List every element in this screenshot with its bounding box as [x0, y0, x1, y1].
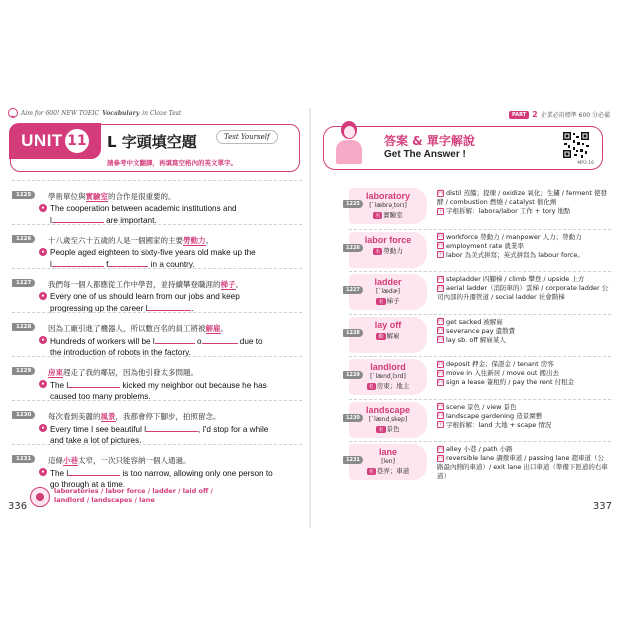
answer-heading	[323, 126, 603, 170]
exercise-english: ● The cooperation between academic institutions and l are important.	[12, 203, 302, 226]
vocab-definition: 同 aerial ladder（消防車的）雲梯 / corporate ladder 公司內部的升遷管道 / social ladder 社會階梯	[437, 284, 609, 301]
vocab-definition: 同 move in 入住新居 / move out 搬出去	[438, 369, 559, 377]
entry-number: 1226	[343, 244, 363, 252]
vocab-ipa: [ˋlænd͵skep]	[368, 415, 408, 423]
running-header-bold: Vocabulary	[102, 109, 140, 117]
answer-key	[30, 487, 244, 507]
book-gutter	[309, 108, 311, 528]
vocab-ipa: [len]	[381, 458, 395, 465]
vocab-definition: 同 stepladder 四腳梯 / climb 攀登 / upside 上方	[438, 275, 585, 283]
qr-label: MP3 16	[577, 161, 594, 166]
exercise-english: ● Every one of us should learn from our jobs and keep progressing up the career l .	[12, 291, 302, 314]
vocab-word: labor force	[364, 234, 412, 245]
exercise-number: 1227	[12, 279, 35, 287]
english-icon: ●	[39, 248, 47, 256]
unit-title: L 字頭填空題	[107, 133, 197, 151]
vocab-word: landlord	[370, 362, 406, 372]
running-header-left	[8, 108, 181, 118]
exercise-item	[10, 268, 302, 312]
definition-tag: 同	[438, 360, 444, 367]
vocab-entry	[346, 271, 611, 314]
unit-label: UNIT	[21, 131, 63, 150]
vocab-definition: 同 landscape gardening 造景園藝	[438, 411, 543, 420]
exercise-item	[10, 224, 302, 268]
vocab-definition: 同 reversible lane 調撥車道 / passing lane 超車道（公路最內側的車道）/ exit lane 出口車道（準備下匝道的右車道）	[437, 454, 608, 480]
vocab-word: lay off	[374, 319, 402, 330]
definition-tag: 同	[438, 318, 444, 324]
smiley-icon	[8, 108, 18, 118]
vocab-word: landscape	[365, 404, 411, 415]
definition-tag: 同	[438, 454, 444, 461]
definition-tag: 同	[438, 403, 444, 409]
entry-number: 1230	[343, 414, 363, 422]
vocab-definition: 字 字根拆解：land 大地 + scape 情況	[438, 420, 552, 429]
vocab-definition: 同 lay sb. off 解雇某人	[438, 335, 506, 344]
exercise-item	[10, 444, 302, 488]
vocab-ipa: [ˋlænd͵lɔrd]	[370, 373, 406, 380]
vocab-definition: 同 alley 小巷 / path 小路	[438, 445, 513, 453]
definition-tag: 同	[438, 233, 444, 239]
definition-tag: 同	[438, 327, 444, 333]
exercise-english: ● The l is too narrow, allowing only one person to go through at a time.	[12, 467, 302, 490]
vocab-word: lane	[378, 447, 397, 457]
vocab-ipa: [ˋlædɚ]	[376, 288, 400, 295]
definition-tag: 同	[438, 336, 444, 342]
exercise-chinese: 每次看到美麗的風景，我都會停下腳步，拍照留念。	[48, 412, 221, 421]
english-icon: ●	[39, 380, 47, 388]
exercise-english: ● Hundreds of workers will be l o due to the introduction of robots in the factory.	[12, 335, 302, 358]
answer-blank[interactable]	[52, 214, 104, 223]
vocab-definitions	[437, 403, 609, 430]
pos-tag: 名	[378, 299, 384, 305]
vocab-definition: 同 sign a lease 簽租約 / pay the rent 付租金	[438, 378, 575, 386]
exercise-chinese: 十八歲至六十五歲的人是一個國家的主要勞動力。	[48, 236, 213, 245]
definition-tag: 同	[438, 284, 444, 291]
answer-blank[interactable]	[108, 258, 148, 267]
vocab-meaning: 動 解雇	[378, 331, 400, 340]
vocab-entry	[346, 229, 611, 272]
pos-tag: 名	[375, 248, 381, 255]
running-header-suffix: in Cloze Test	[142, 109, 182, 117]
pos-tag: 名	[378, 426, 384, 433]
answer-blank[interactable]	[68, 379, 120, 388]
unit-banner	[10, 124, 300, 172]
definition-tag: 同	[438, 378, 444, 385]
vocab-definition: 字 labor 為美式拼寫；英式拼寫為 labour force。	[438, 250, 584, 259]
pos-tag: 名	[368, 384, 374, 390]
exercise-number: 1231	[12, 455, 35, 463]
definition-tag: 同	[438, 412, 444, 418]
exercise-number: 1226	[12, 235, 35, 243]
vocab-definition: 同 employment rate 就業率	[438, 241, 524, 250]
definition-tag: 同	[438, 242, 444, 248]
exercise-chinese: 房東趕走了我的鄰居，因為他引發太多問題。	[48, 368, 198, 377]
page-number-right: 337	[592, 501, 612, 512]
entry-number: 1228	[343, 329, 363, 337]
entry-number: 1227	[343, 286, 363, 294]
vocab-definition: 同 get sacked 被解雇	[438, 317, 503, 326]
exercise-item	[10, 356, 302, 400]
definition-tag: 同	[438, 189, 444, 196]
exercise-item	[10, 180, 302, 224]
answer-blank[interactable]	[155, 335, 195, 344]
vocab-definitions	[437, 318, 609, 345]
entry-number: 1225	[343, 200, 363, 208]
definition-tag: 字	[438, 207, 444, 214]
exercise-chinese: 我們每一個人都應從工作中學習，並持續攀登職涯的梯子。	[48, 280, 243, 289]
test-yourself-badge: Test Yourself	[216, 130, 278, 144]
vocab-definitions	[437, 233, 609, 260]
teacher-illustration-icon	[332, 119, 366, 167]
vocab-word: laboratory	[365, 191, 410, 201]
exercise-chinese: 學術單位與實驗室的合作是很重要的。	[48, 192, 176, 201]
vocab-meaning: 名 實驗室	[375, 211, 403, 219]
english-icon: ●	[39, 468, 47, 476]
english-icon: ●	[39, 336, 47, 344]
vocab-entry	[346, 186, 611, 229]
right-page	[313, 108, 612, 528]
vocab-definition: 同 scene 景色 / view 景色	[438, 402, 517, 411]
vocab-entry	[346, 356, 611, 399]
answer-key-text: laboratories / labor force / ladder / laid off / landlord / landscapes / lane	[54, 487, 213, 504]
left-page	[8, 108, 308, 528]
part-tag: PART	[509, 111, 529, 119]
exercise-chinese: 因為工廠引進了機器人，所以數百名的員工將被解雇。	[48, 324, 228, 333]
definition-tag: 字	[438, 421, 444, 427]
vocab-entry	[346, 441, 611, 484]
exercise-english: ● People aged eighteen to sixty-five years old make up the l f in a country.	[12, 247, 302, 270]
vocab-definition: 同 severance pay 遣散費	[438, 326, 516, 335]
answer-blank[interactable]	[146, 423, 198, 432]
vocab-definitions	[437, 360, 609, 387]
part-number: 2	[532, 110, 538, 119]
vocab-word: ladder	[374, 277, 402, 287]
definition-tag: 同	[438, 275, 444, 282]
definition-tag: 字	[438, 251, 444, 257]
exercise-item	[10, 400, 302, 444]
answer-blank[interactable]	[147, 302, 191, 311]
exercise-english: ● Every time I see beautiful l , I'd stop for a while and take a lot of pictures.	[12, 423, 302, 446]
unit-label-block	[9, 123, 101, 159]
vocab-definition: 字 字根拆解：labora/labor 工作 + tory 地點	[438, 207, 571, 215]
vocab-definition: 同 distil 蒸餾；提煉 / oxidize 氧化；生鏽 / ferment 使發酵 / combustion 燃燒 / catalyst 催化劑	[437, 189, 607, 206]
vocab-meaning: 名 巷弄；車道	[368, 467, 410, 475]
vocab-ipa: [ˋlæbrə͵torɪ]	[369, 202, 407, 209]
unit-number: 11	[65, 129, 89, 153]
definition-tag: 同	[438, 369, 444, 376]
entry-number: 1231	[343, 456, 363, 464]
exercise-number: 1228	[12, 323, 35, 331]
vocab-entry	[346, 314, 611, 357]
vocab-meaning: 名 勞動力	[375, 246, 403, 255]
vocabulary-list	[346, 186, 611, 484]
pos-tag: 名	[368, 469, 374, 475]
answer-blank[interactable]	[68, 467, 120, 476]
running-header-prefix: Aim for 600! NEW TOEIC	[21, 109, 100, 117]
english-icon: ●	[39, 204, 47, 212]
qr-code-icon[interactable]	[562, 131, 590, 159]
pos-tag: 名	[375, 213, 381, 219]
vocab-definitions	[437, 275, 609, 302]
vocab-meaning: 名 梯子	[378, 297, 400, 305]
exercise-item	[10, 312, 302, 356]
vocab-definition: 同 workforce 勞動力 / manpower 人力；勞動力	[438, 232, 582, 241]
exercise-list	[10, 180, 302, 488]
exercise-english: ● The l kicked my neighbor out because he has caused too many problems.	[12, 379, 302, 402]
answer-title: 答案 & 單字解說	[384, 134, 475, 148]
unit-instruction: 請參考中文翻譯，再填寫空格內的英文單字。	[107, 159, 237, 167]
vocab-meaning: 名 景色	[378, 424, 400, 433]
exercise-number: 1230	[12, 411, 35, 419]
exercise-number: 1225	[12, 191, 35, 199]
answer-blank[interactable]	[52, 258, 104, 267]
vocab-definitions	[437, 445, 609, 481]
book-spread	[8, 108, 612, 528]
vocab-meaning: 名 房東；地主	[368, 382, 410, 390]
vocab-definition: 同 deposit 押金；保證金 / tenant 房客	[438, 360, 554, 368]
mascot-icon	[30, 487, 50, 507]
exercise-chinese: 這條小巷太窄，一次只能容納一個人通過。	[48, 456, 191, 465]
running-header-title: 企業必用標準 600 分必備	[540, 112, 610, 119]
answer-blank[interactable]	[202, 335, 238, 344]
vocab-definitions	[437, 189, 609, 216]
answer-subtitle: Get The Answer !	[384, 149, 466, 160]
english-icon: ●	[39, 292, 47, 300]
english-icon: ●	[39, 424, 47, 432]
running-header-right	[509, 110, 610, 119]
entry-number: 1229	[343, 371, 363, 379]
page-number-left: 336	[8, 501, 28, 512]
vocab-entry	[346, 399, 611, 442]
pos-tag: 動	[378, 333, 384, 340]
definition-tag: 同	[438, 445, 444, 452]
exercise-number: 1229	[12, 367, 35, 375]
